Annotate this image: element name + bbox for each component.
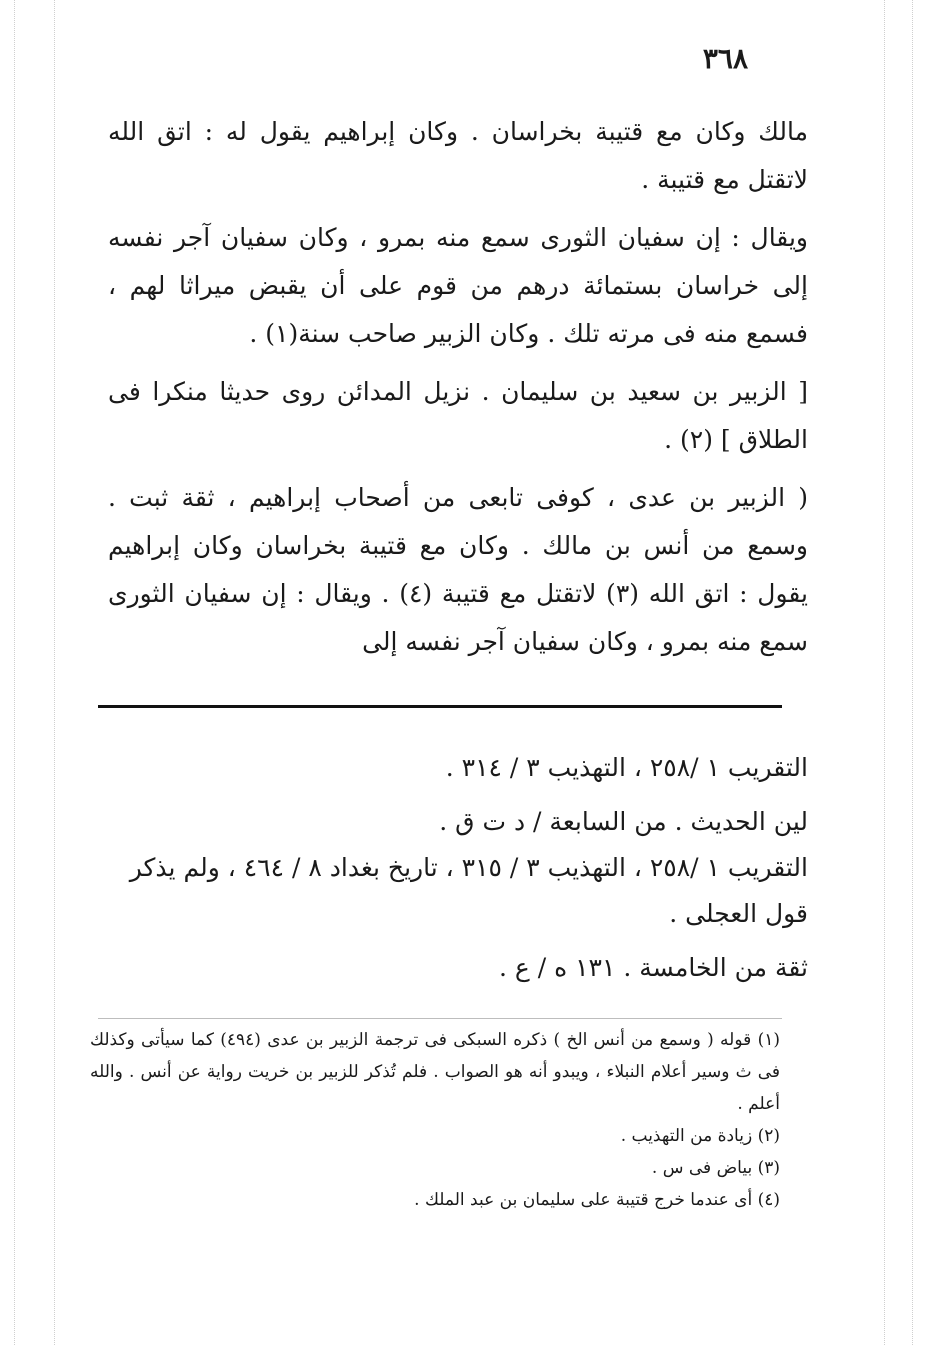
notes-lead-text: التقريب ١ /٢٥٨ ، التهذيب ٣ / ٣١٤ .	[445, 753, 808, 782]
note-text	[108, 799, 808, 937]
page-number: ٣٦٨	[702, 42, 748, 75]
scan-margin-dots	[54, 0, 56, 1345]
intro-paragraph: ويقال : إن سفيان الثورى سمع منه بمرو ، وكان سفيان آجر نفسه إلى خراسان بستمائة درهم من قوم على أن يقبض ميراثا لهم ، فسمع منه فى مرته تلك . وكان الزبير صاحب سنة(١) .	[108, 223, 808, 348]
intro-paragraph: مالك وكان مع قتيبة بخراسان . وكان إبراهيم يقول له : اتق الله لاتقتل مع قتيبة .	[108, 117, 808, 194]
note-continuation: التقريب ١ /٢٥٨ ، التهذيب ٣ / ٣١٥ ، تاريخ بغداد ٨ / ٤٦٤ ، ولم يذكر قول العجلى .	[129, 853, 808, 928]
footnotes	[90, 1024, 780, 1216]
section-divider	[98, 705, 782, 708]
note-entry	[108, 945, 808, 991]
footnote: (٤) أى عندما خرج قتيبة على سليمان بن عبد الملك .	[414, 1190, 780, 1210]
scan-margin-dots	[884, 0, 886, 1345]
scan-margin-dots	[14, 0, 16, 1345]
scan-margin-dots	[912, 0, 914, 1345]
footnote-separator	[98, 1018, 782, 1019]
entry-text: [ الزبير بن سعيد بن سليمان . نزيل المدائن روى حديثا منكرا فى الطلاق ] (٢) .	[108, 377, 808, 454]
biography-entry	[108, 368, 808, 464]
entry-number	[920, 474, 928, 522]
footnote: (٣) بياض فى س .	[651, 1158, 780, 1178]
notes-lead	[108, 745, 808, 791]
note-text: ثقة من الخامسة . ١٣١ ه / ع .	[498, 953, 808, 982]
editor-notes	[108, 745, 808, 999]
note-number	[920, 799, 928, 845]
note-text-line: لين الحديث . من السابعة / د ت ق .	[439, 807, 808, 836]
note-entry	[108, 799, 808, 937]
main-text	[108, 108, 808, 676]
footnote: (٢) زيادة من التهذيب .	[620, 1126, 780, 1146]
biography-entry	[108, 474, 808, 666]
footnote: (١) قوله ( وسمع من أنس الخ ) ذكره السبكى فى ترجمة الزبير بن عدى (٤٩٤) كما سيأتى وكذلك فى ث وسير أعلام النبلاء ، ويبدو أنه هو الصواب . فلم تُذكر للزبير بن خريت رواية عن أنس . والله أعلم .	[90, 1030, 780, 1114]
entry-number	[920, 368, 928, 416]
note-number	[920, 945, 928, 991]
entry-text: ( الزبير بن عدى ، كوفى تابعى من أصحاب إبراهيم ، ثقة ثبت . وسمع من أنس بن مالك . وكان مع قتيبة بخراسان وكان إبراهيم يقول : اتق الله (٣) لاتقتل مع قتيبة (٤) . ويقال : إن سفيان الثورى سمع منه بمرو ، وكان سفيان آجر نفسه إلى	[108, 483, 808, 656]
